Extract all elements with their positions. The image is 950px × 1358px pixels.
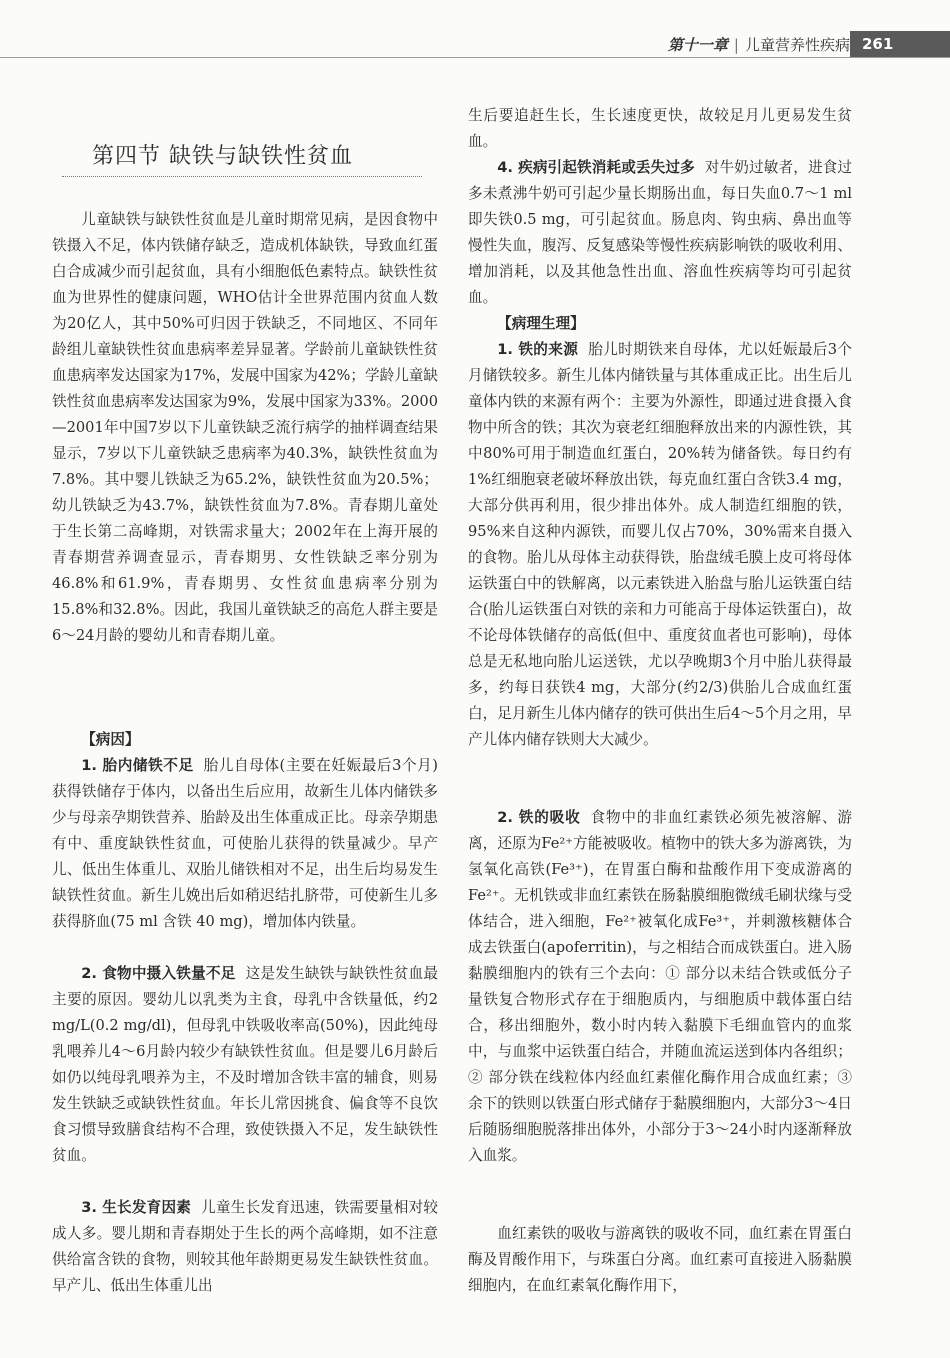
etiology-paragraph-3-continued: 生后要追赶生长，生长速度更快，故较足月儿更易发生贫血。 <box>468 107 852 150</box>
chapter-title: 儿童营养性疾病 <box>744 36 850 54</box>
etiology-paragraph-1 <box>52 753 438 935</box>
pathophysiology-heading: 【病理生理】 <box>497 315 585 332</box>
patho-paragraph-1 <box>468 337 852 753</box>
etiology-text-1: 胎儿自母体(主要在妊娠最后3个月)获得铁储存于体内，以备出生后应用，故新生儿体内储铁多少与母亲孕期铁营养、胎龄及出生体重成正比。母亲孕期患有中、重度缺铁性贫血，可使胎儿获得的铁量减少。早产儿、低出生体重儿、双胎儿储铁相对不足，出生后均易发生缺铁性贫血。新生儿娩出后如稍迟结扎脐带，可使新生儿多获得脐血(75 ml 含铁 40 mg)，增加体内铁量。 <box>52 757 438 930</box>
title-divider <box>62 176 422 177</box>
etiology-subheading-1: 1. 胎内储铁不足 <box>81 757 194 774</box>
etiology-paragraph-4 <box>468 155 852 311</box>
etiology-paragraph-2 <box>52 961 438 1169</box>
etiology-heading: 【病因】 <box>81 731 140 748</box>
patho-paragraph-2 <box>468 805 852 1169</box>
header-rule <box>0 57 950 58</box>
patho-text-2: 食物中的非血红素铁必须先被溶解、游离，还原为Fe²⁺方能被吸收。植物中的铁大多为游离铁，为氢氧化高铁(Fe³⁺)，在胃蛋白酶和盐酸作用下变成游离的Fe²⁺。无机铁或非血红素铁在肠黏膜细胞微绒毛刷状缘与受体结合，进入细胞，Fe²⁺被氧化成Fe³⁺，并刺激核糖体合成去铁蛋白(apoferritin)，与之相结合而成铁蛋白。进入肠黏膜细胞内的铁有三个去向：① 部分以未结合铁或低分子量铁复合物形式存在于细胞质内，与细胞质中载体蛋白结合，移出细胞外，数小时内转入黏膜下毛细血管内的血浆中，与血浆中运铁蛋白结合，并随血流运送到体内各组织；② 部分铁在线粒体内经血红素催化酶作用合成血红素；③ 余下的铁则以铁蛋白形式储存于黏膜细胞内，大部分3～4日后随肠细胞脱落排出体外，小部分于3～24小时内逐渐释放入血浆。 <box>468 809 852 1164</box>
etiology-subheading-2: 2. 食物中摄入铁量不足 <box>81 965 236 982</box>
etiology-paragraph-3 <box>52 1195 438 1299</box>
intro-paragraph: 儿童缺铁与缺铁性贫血是儿童时期常见病，是因食物中铁摄入不足，体内铁储存缺乏，造成机体缺铁，导致血红蛋白合成减少而引起贫血，具有小细胞低色素特点。缺铁性贫血为世界性的健康问题，WHO估计全世界范围内贫血人数为20亿人，其中50%可归因于铁缺乏，不同地区、不同年龄组儿童缺铁性贫血患病率差异显著。学龄前儿童缺铁性贫血患病率发达国家为17%，发展中国家为42%；学龄儿童缺铁性贫血患病率发达国家为9%，发展中国家为33%。2000—2001年中国7岁以下儿童铁缺乏流行病学的抽样调查结果显示，7岁以下儿童铁缺乏患病率为40.3%，缺铁性贫血为7.8%。其中婴儿铁缺乏为65.2%，缺铁性贫血为20.5%；幼儿铁缺乏为43.7%，缺铁性贫血为7.8%。青春期儿童处于生长第二高峰期，对铁需求量大；2002年在上海开展的青春期营养调查显示，青春期男、女性铁缺乏率分别为46.8%和61.9%，青春期男、女性贫血患病率分别为15.8%和32.8%。因此，我国儿童铁缺乏的高危人群主要是6～24月龄的婴幼儿和青春期儿童。 <box>52 211 438 644</box>
page-number: 261 <box>850 31 950 57</box>
patho-subheading-1: 1. 铁的来源 <box>497 341 579 358</box>
patho-paragraph-3: 血红素铁的吸收与游离铁的吸收不同，血红素在胃蛋白酶及胃酸作用下，与珠蛋白分离。血红素可直接进入肠黏膜细胞内，在血红素氧化酶作用下， <box>468 1225 852 1294</box>
etiology-subheading-4: 4. 疾病引起铁消耗或丢失过多 <box>497 159 695 176</box>
etiology-text-2: 这是发生缺铁与缺铁性贫血最主要的原因。婴幼儿以乳类为主食，母乳中含铁量低，约2 mg/L(0.2 mg/dl)，但母乳中铁吸收率高(50%)，因此纯母乳喂养儿4～6月龄内较少有缺铁性贫血。但是婴儿6月龄后如仍以纯母乳喂养为主，不及时增加含铁丰富的辅食，则易发生铁缺乏或缺铁性贫血。年长儿常因挑食、偏食等不良饮食习惯导致膳食结构不合理，致使铁摄入不足，发生缺铁性贫血。 <box>52 965 438 1164</box>
chapter-number: 第十一章 <box>667 36 728 54</box>
etiology-text-3: 儿童生长发育迅速，铁需要量相对较成人多。婴儿期和青春期处于生长的两个高峰期，如不注意供给富含铁的食物，则较其他年龄期更易发生缺铁性贫血。早产儿、低出生体重儿出 <box>52 1199 438 1294</box>
section-title: 第四节 缺铁与缺铁性贫血 <box>92 144 353 169</box>
etiology-subheading-3: 3. 生长发育因素 <box>81 1199 192 1216</box>
header-separator: | <box>733 36 739 54</box>
etiology-text-4: 对牛奶过敏者，进食过多未煮沸牛奶可引起少量长期肠出血，每日失血0.7～1 ml 即失铁0.5 mg，可引起贫血。肠息肉、钩虫病、鼻出血等慢性失血，腹泻、反复感染等慢性疾病影响铁的吸收利用、增加消耗，以及其他急性出血、溶血性疾病等均可引起贫血。 <box>468 159 852 306</box>
patho-subheading-2: 2. 铁的吸收 <box>497 809 581 826</box>
running-head <box>668 34 850 55</box>
patho-text-1: 胎儿时期铁来自母体，尤以妊娠最后3个月储铁较多。新生儿体内储铁量与其体重成正比。出生后儿童体内铁的来源有两个：主要为外源性，即通过进食摄入食物中所含的铁；其次为衰老红细胞释放出来的内源性铁，其中80%可用于制造血红蛋白，20%转为储备铁。每日约有1%红细胞衰老破坏释放出铁，每克血红蛋白含铁3.4 mg，大部分供再利用，很少排出体外。成人制造红细胞的铁，95%来自这种内源铁，而婴儿仅占70%，30%需来自摄入的食物。胎儿从母体主动获得铁，胎盘绒毛膜上皮可将母体运铁蛋白中的铁解离，以元素铁进入胎盘与胎儿运铁蛋白结合(胎儿运铁蛋白对铁的亲和力可能高于母体运铁蛋白)，故不论母体铁储存的高低(但中、重度贫血者也可影响)，母体总是无私地向胎儿运送铁，尤以孕晚期3个月中胎儿获得最多，约每日获铁4 mg，大部分(约2/3)供胎儿合成血红蛋白，足月新生儿体内储存的铁可供出生后4～5个月之用，早产儿体内储存铁则大大减少。 <box>468 341 853 748</box>
